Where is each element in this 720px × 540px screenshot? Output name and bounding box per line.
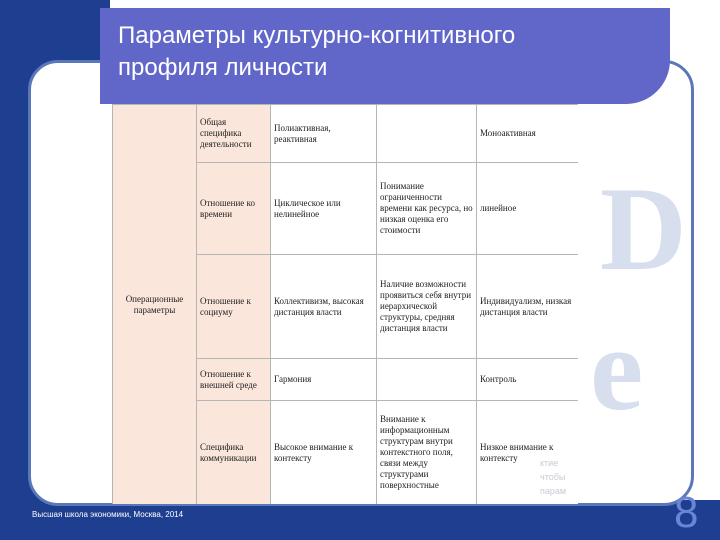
table-cell: Высокое внимание к контексту xyxy=(271,401,377,505)
table-cell: Низкое внимание к контексту xyxy=(477,401,579,505)
row-label: Отношение к внешней среде xyxy=(197,359,271,401)
row-label: Специфика коммуникации xyxy=(197,401,271,505)
page-number: 8 xyxy=(674,488,699,537)
table-cell xyxy=(377,359,477,401)
row-label: Отношение к социуму xyxy=(197,255,271,359)
table-cell: Индивидуализм, низкая дистанция власти xyxy=(477,255,579,359)
table-cell: Полиактивная, реактивная xyxy=(271,105,377,163)
param-label: Операционные параметры xyxy=(113,105,197,505)
slide-title xyxy=(118,20,658,84)
profile-table xyxy=(112,104,578,504)
row-label: Отношение ко времени xyxy=(197,163,271,255)
table-cell: Гармония xyxy=(271,359,377,401)
table-cell: Коллективизм, высокая дистанция власти xyxy=(271,255,377,359)
footer-text: Высшая школа экономики, Москва, 2014 xyxy=(32,510,184,519)
row-label: Общая специфика деятельности xyxy=(197,105,271,163)
table-cell: Моноактивная xyxy=(477,105,579,163)
table-cell: Внимание к информационным структурам внутри контекстного поля, связи между структурами поверхностные xyxy=(377,401,477,505)
title-line-1: Параметры культурно-когнитивного xyxy=(118,22,516,49)
bottom-background-band xyxy=(0,500,720,540)
background-watermark: D xyxy=(600,162,687,295)
title-line-2: профиля личности xyxy=(118,54,328,81)
background-watermark: e xyxy=(590,302,644,435)
table-cell xyxy=(377,105,477,163)
ghost-text: чтобы xyxy=(540,472,566,482)
table-row xyxy=(113,105,579,163)
table-cell: Наличие возможности проявиться себя внутри иерархической структуры, средняя дистанция власти xyxy=(377,255,477,359)
table-cell: Контроль xyxy=(477,359,579,401)
table-cell: Циклическое или нелинейное xyxy=(271,163,377,255)
table-cell: линейное xyxy=(477,163,579,255)
table-cell: Понимание ограниченности времени как ресурса, но низкая оценка его стоимости xyxy=(377,163,477,255)
ghost-text: ктие xyxy=(540,458,559,468)
ghost-text: парам xyxy=(540,486,567,496)
